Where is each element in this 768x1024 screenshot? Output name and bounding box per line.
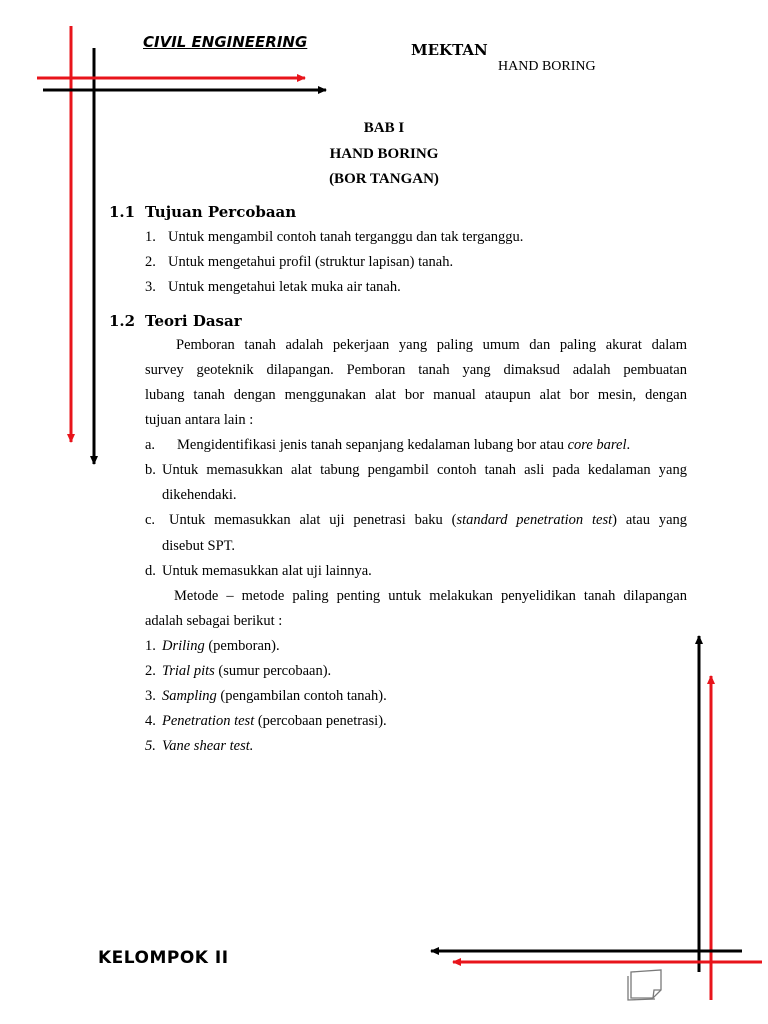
list-item: Untuk mengambil contoh tanah terganggu dan tak terganggu.	[168, 229, 524, 245]
paragraph-line: adalah sebagai berikut :	[145, 613, 283, 629]
list-item: Mengidentifikasi jenis tanah sepanjang kedalaman lubang bor atau core barel.	[177, 437, 631, 453]
chapter-title: HAND BORING	[329, 146, 439, 162]
method-item: Driling (pemboran).	[162, 638, 280, 654]
list-number: 1.	[145, 229, 156, 245]
header-middle-title: MEKTAN	[411, 41, 488, 59]
section-number: 1.2	[109, 312, 136, 330]
method-item: Sampling (pengambilan contoh tanah).	[162, 688, 387, 704]
paragraph-line: survey geoteknik dilapangan. Pemboran tanah yang dimaksud adalah pembuatan	[145, 362, 687, 378]
method-number: 3.	[145, 688, 156, 704]
method-number: 5.	[145, 738, 156, 754]
section-heading: Teori Dasar	[145, 312, 242, 330]
paragraph-line: tujuan antara lain :	[145, 412, 254, 428]
list-item: Untuk memasukkan alat uji penetrasi baku (standard penetration test) atau yang	[169, 512, 688, 528]
method-item: Penetration test (percobaan penetrasi).	[162, 713, 387, 729]
chapter-subtitle: (BOR TANGAN)	[329, 171, 439, 187]
list-item: Untuk mengetahui profil (struktur lapisan) tanah.	[168, 254, 454, 270]
list-item-continuation: dikehendaki.	[162, 487, 237, 503]
chapter-number: BAB I	[363, 120, 405, 136]
method-number: 2.	[145, 663, 156, 679]
list-item: Untuk memasukkan alat uji lainnya.	[162, 563, 372, 579]
header-left-title: CIVIL ENGINEERING	[143, 33, 308, 51]
list-item-continuation: disebut SPT.	[162, 538, 236, 554]
paragraph-line: lubang tanah dengan menggunakan alat bor manual ataupun alat bor mesin, dengan	[145, 387, 687, 403]
method-item: Vane shear test.	[162, 738, 254, 754]
list-label: a.	[145, 437, 156, 453]
section-number: 1.1	[109, 203, 136, 221]
header-subtitle: HAND BORING	[498, 59, 596, 74]
paragraph-line: Metode – metode paling penting untuk melakukan penyelidikan tanah dilapangan	[174, 588, 687, 604]
list-label: c.	[145, 512, 156, 528]
list-item: Untuk mengetahui letak muka air tanah.	[168, 279, 401, 295]
list-label: b.	[145, 462, 156, 478]
paragraph-line: Pemboran tanah adalah pekerjaan yang paling umum dan paling akurat dalam	[176, 337, 687, 353]
method-item: Trial pits (sumur percobaan).	[162, 663, 332, 679]
method-number: 4.	[145, 713, 156, 729]
page-icon	[628, 970, 661, 1000]
list-number: 2.	[145, 254, 156, 270]
list-label: d.	[145, 563, 156, 579]
list-item: Untuk memasukkan alat tabung pengambil contoh tanah asli pada kedalaman yang	[162, 462, 687, 478]
method-number: 1.	[145, 638, 156, 654]
list-number: 3.	[145, 279, 156, 295]
footer-group-label: KELOMPOK II	[98, 948, 229, 968]
section-heading: Tujuan Percobaan	[145, 203, 297, 221]
